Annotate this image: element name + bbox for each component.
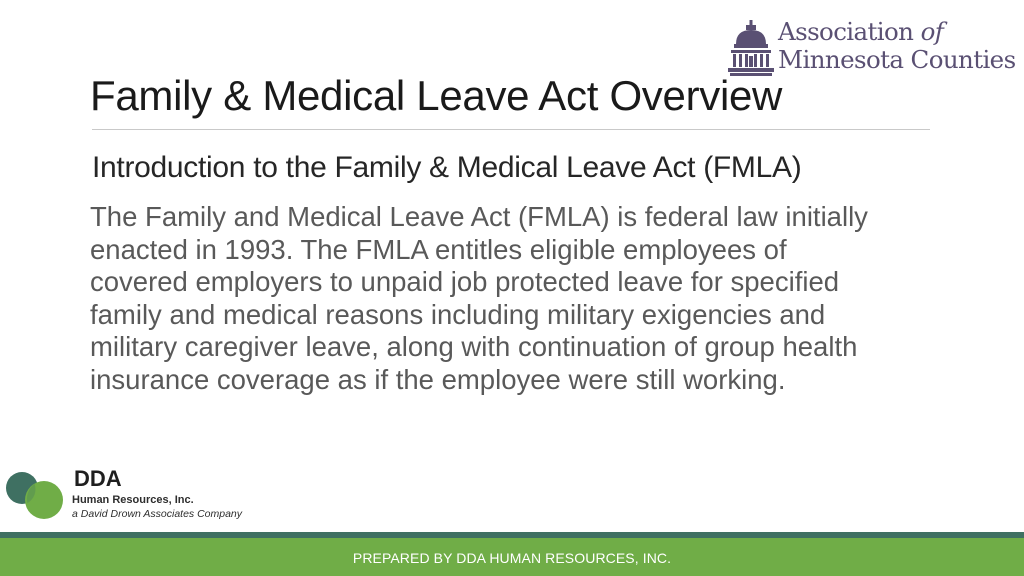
body-line: covered employers to unpaid job protected leave for specified <box>90 266 840 298</box>
footer-bar <box>0 538 1024 576</box>
footer-text: PREPARED BY DDA HUMAN RESOURCES, INC. <box>352 550 672 566</box>
body-line: The Family and Medical Leave Act (FMLA) is federal law initially <box>90 201 868 232</box>
title-divider <box>92 129 930 130</box>
dda-logo <box>4 464 264 524</box>
body-line: insurance coverage as if the employee were still working. <box>90 363 786 395</box>
body-line: military caregiver leave, along with continuation of group health <box>90 331 858 363</box>
body-line: enacted in 1993. The FMLA entitles eligible employees of <box>90 233 787 265</box>
dda-name: DDA <box>74 466 122 491</box>
amc-logo <box>726 17 1016 78</box>
capitol-dome-icon <box>728 20 774 76</box>
slide-title: Family & Medical Leave Act Overview <box>90 72 783 119</box>
overlapping-circles-icon <box>4 468 66 520</box>
body-paragraph <box>90 201 950 397</box>
amc-logo-text: Association of Minnesota Counties <box>778 17 1016 74</box>
dda-tagline: a David Drown Associates Company <box>72 508 243 520</box>
dda-subtitle: Human Resources, Inc. <box>72 494 194 506</box>
body-line: family and medical reasons including military exigencies and <box>90 298 826 330</box>
slide-subtitle: Introduction to the Family & Medical Leave Act (FMLA) <box>92 151 802 184</box>
